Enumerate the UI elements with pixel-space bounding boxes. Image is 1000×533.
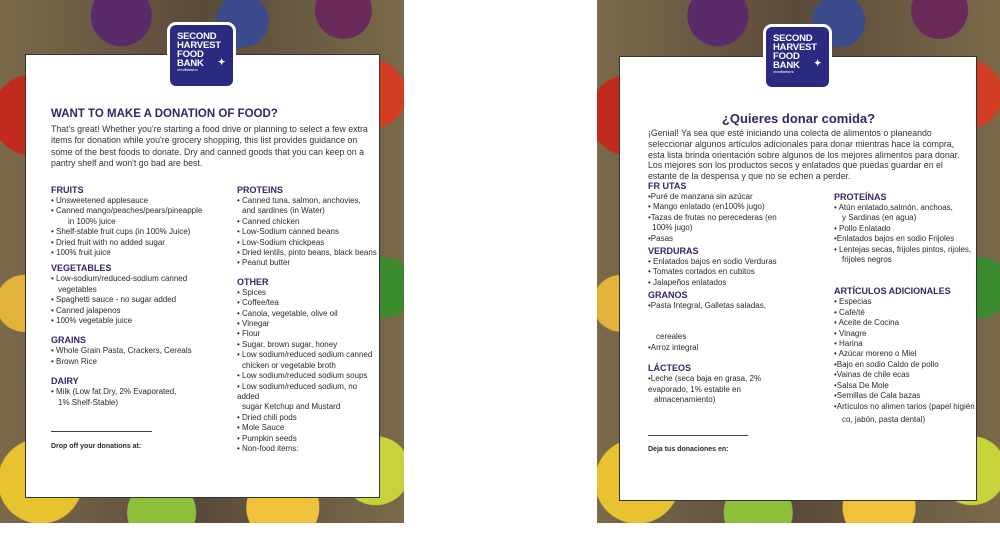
other-list — [237, 288, 377, 455]
list-item: • Peanut butter — [237, 258, 291, 268]
list-item: •Vainas de chile ecas — [834, 370, 910, 380]
list-item: •Pasta Integral, Galletas saladas, — [648, 301, 766, 311]
grains-title: GRAINS — [51, 335, 87, 346]
frutas-title: FR UTAS — [648, 181, 687, 191]
list-item: • Spices — [237, 287, 267, 297]
list-item: • Especias — [834, 297, 872, 307]
list-item: • Brown Rice — [51, 356, 97, 366]
list-item: • Atún enlatado,salmón, anchoas, — [834, 203, 953, 212]
wheat-icon: ✦ — [813, 58, 822, 68]
list-item: vegetables — [58, 284, 97, 294]
list-item: • Canned tuna, salmon, anchovies, — [237, 196, 361, 205]
english-flyer — [0, 0, 404, 523]
list-item: • Dried fruit with no added sugar — [51, 237, 165, 247]
list-item: in 100% juice — [68, 216, 116, 226]
list-item: • Mole Sauce — [237, 423, 285, 433]
list-item: •Salsa De Mole — [834, 380, 889, 390]
list-item: y Sardinas (en agua) — [842, 213, 917, 223]
adicionales-list — [834, 297, 979, 425]
list-item: • Unsweetened applesauce — [51, 196, 149, 205]
proteinas-section — [834, 192, 979, 425]
signature-line — [51, 431, 152, 432]
list-item: • Spaghetti sauce - no sugar added — [51, 295, 177, 305]
list-item: • Canned jalapenos — [51, 305, 121, 315]
list-item: •Artículos no alimen tarios (papel higién — [834, 401, 975, 411]
spanish-title: ¿Quieres donar comida? — [721, 111, 876, 126]
list-item — [648, 322, 823, 332]
list-item: • Low-Sodium chickpeas — [237, 237, 325, 247]
list-item: evaporado, 1% estable en — [648, 384, 741, 394]
list-item: • Low-Sodium canned beans — [237, 227, 339, 237]
adicionales-title: ARTÍCULOS ADICIONALES — [834, 286, 951, 297]
list-item: • Café/té — [834, 307, 865, 317]
dairy-list — [51, 387, 231, 408]
list-item: • Canned mango/peaches/pears/pineapple — [51, 206, 203, 216]
fruits-title: FRUITS — [51, 185, 84, 195]
list-item: sugar Ketchup and Mustard — [242, 402, 341, 412]
lacteos-list — [648, 374, 823, 405]
grains-list — [51, 346, 231, 367]
proteinas-title: PROTEÍNAS — [834, 192, 887, 202]
signature-line — [648, 435, 748, 436]
list-item: • Mango enlatado (en100% jugo) — [648, 202, 765, 212]
list-item: and sardines (in Water) — [242, 206, 325, 216]
list-item: • Canned chicken — [237, 216, 300, 226]
lacteos-title: LÁCTEOS — [648, 363, 692, 374]
list-item: • Milk (Low fat Dry, 2% Evaporated, — [51, 387, 177, 397]
list-item: •Semillas de Cala bazas — [834, 391, 921, 401]
proteins-section — [237, 185, 377, 454]
list-item: • Pumpkin seeds — [237, 433, 297, 443]
list-item: chicken or vegetable broth — [242, 360, 336, 370]
list-item: • Non-food items: — [237, 443, 299, 453]
wheat-icon: ✦ — [217, 57, 226, 67]
frutas-list — [648, 192, 823, 244]
second-harvest-logo: SECOND HARVEST FOOD BANK of northwest nc ✦ — [763, 24, 832, 90]
list-item: • Flour — [237, 329, 261, 339]
english-title: WANT TO MAKE A DONATION OF FOOD? — [51, 108, 278, 120]
list-item: • Vinegar — [237, 319, 270, 329]
list-item: •Enlatados bajos en sodio Frijoles — [834, 234, 955, 244]
list-item: • Shelf-stable fruit cups (in 100% Juice) — [51, 227, 191, 237]
list-item: 100% jugo) — [652, 223, 693, 233]
list-item: •Tazas de frutas no perecederas (en — [648, 212, 777, 222]
list-item: •Leche (seca baja en grasa, 2% — [648, 374, 762, 384]
dairy-title: DAIRY — [51, 376, 79, 387]
list-item: cereales — [656, 332, 687, 342]
list-item: • Vinagre — [834, 328, 867, 338]
list-item: • Enlatados bajos en sodio Verduras — [648, 257, 777, 267]
second-harvest-logo: SECOND HARVEST FOOD BANK of northwest nc ✦ — [167, 22, 236, 89]
vegetables-list — [51, 274, 231, 326]
spanish-dropoff: Deja tus donaciones en: — [648, 446, 729, 453]
list-item: co, jabón, pasta dental) — [842, 414, 926, 424]
list-item: • Lentejas secas, frijoles pintos, rijoles, — [834, 244, 972, 254]
list-item: • Jalapeños enlatados — [648, 277, 727, 287]
list-item — [648, 312, 823, 322]
list-item: •Arroz integral — [648, 342, 699, 352]
list-item: • 100% fruit juice — [51, 248, 111, 258]
list-item: • Canola, vegetable, olive oil — [237, 308, 338, 318]
proteins-title: PROTEINS — [237, 185, 284, 195]
list-item: almacenamiento) — [654, 395, 716, 405]
fruits-list — [51, 196, 231, 258]
list-item: • Dried lentils, pinto beans, black beans — [237, 248, 377, 258]
spanish-intro: ¡Genial! Ya sea que esté iniciando una colecta de alimentos o planeando seleccionar algunos artículos adicionales para donar mientras hace la compra, esta lista brinda orientación sobre algunos de los mejores alimentos para donar. Los mejores son los productos secos y enlatados que puedas guardar en el estante de la despensa y que no se echen a perder. — [648, 128, 960, 182]
verduras-title: VERDURAS — [648, 246, 699, 257]
list-item: •Pasas — [648, 233, 674, 243]
granos-title: GRANOS — [648, 290, 688, 301]
list-item: •Puré de manzana sin azúcar — [648, 192, 753, 201]
list-item: •Bajo en sodio Caldo de pollo — [834, 359, 939, 369]
list-item: frijoles negros — [842, 255, 892, 265]
frutas-section — [648, 181, 823, 405]
spanish-flyer — [597, 0, 1000, 523]
list-item: • 100% vegetable juice — [51, 316, 133, 326]
proteins-list — [237, 196, 377, 269]
list-item: • Low sodium/reduced sodium, no added — [237, 381, 358, 401]
vegetables-title: VEGETABLES — [51, 263, 112, 274]
list-item: • Whole Grain Pasta, Crackers, Cereals — [51, 346, 192, 356]
verduras-list — [648, 257, 823, 288]
list-item: • Coffee/tea — [237, 298, 279, 308]
list-item: • Aceite de Cocina — [834, 318, 900, 328]
list-item: • Pollo Enlatado — [834, 223, 891, 233]
list-item: • Low sodium/reduced sodium soups — [237, 371, 368, 381]
english-dropoff: Drop off your donations at: — [51, 443, 142, 450]
english-intro: That's great! Whether you're starting a food drive or planning to select a few extra items for donation while you're grocery shopping, this list provides guidance on some of the best foods to donate. Dry and canned goods that you can keep on a pantry shelf and won't go bad are best. — [51, 124, 368, 168]
list-item: • Tomates cortados en cubitos — [648, 267, 755, 277]
list-item: • Low-sodium/reduced-sodium canned — [51, 274, 188, 284]
list-item: • Azúcar moreno o Miel — [834, 349, 917, 359]
list-item: • Harina — [834, 339, 863, 349]
fruits-section — [51, 185, 231, 408]
other-title: OTHER — [237, 276, 269, 287]
list-item: • Low sodium/reduced sodium canned — [237, 350, 373, 360]
granos-list — [648, 301, 823, 353]
proteinas-list — [834, 203, 979, 265]
list-item: 1% Shelf-Stable) — [58, 397, 119, 407]
list-item: • Sugar, brown sugar, honey — [237, 339, 338, 349]
list-item: • Dried chili pods — [237, 412, 297, 422]
